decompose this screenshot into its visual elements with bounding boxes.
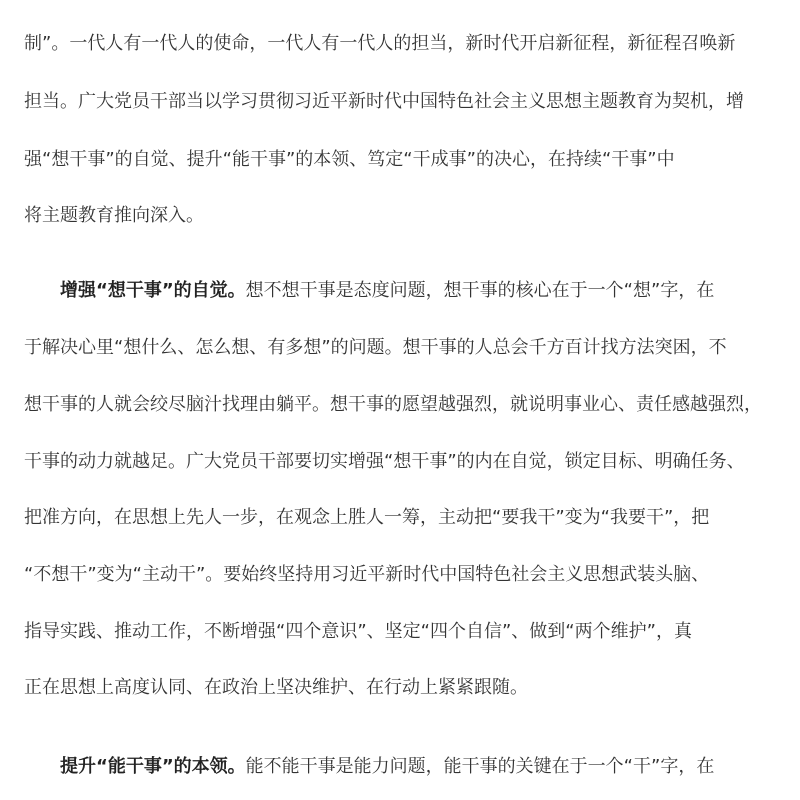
- paragraph-2-heading: 增强“想干事”的自觉。: [60, 280, 246, 301]
- paragraph-1-line-1: 制”。一代人有一代人的使命，一代人有一代人的担当，新时代开启新征程，新征程召唤新: [24, 33, 736, 54]
- paragraph-2-line-7: 指导实践、推动工作，不断增强“四个意识”、坚定“四个自信”、做到“两个维护”，真: [24, 621, 692, 642]
- paragraph-2-line-4: 干事的动力就越足。广大党员干部要切实增强“想干事”的内在自觉，锁定目标、明确任务、: [24, 451, 745, 472]
- paragraph-2-line-5: 把准方向，在思想上先人一步，在观念上胜人一筹，主动把“要我干”变为“我要干”，把: [24, 507, 710, 528]
- paragraph-1-line-3: 强“想干事”的自觉、提升“能干事”的本领、笃定“干成事”的决心，在持续“干事”中: [24, 149, 675, 170]
- paragraph-3-first-line: [60, 755, 784, 779]
- paragraph-2-line-8: 正在思想上高度认同、在政治上坚决维护、在行动上紧紧跟随。: [24, 677, 528, 698]
- paragraph-3-heading: 提升“能干事”的本领。: [60, 756, 246, 777]
- paragraph-3-first-line-text: 能不能干事是能力问题，能干事的关键在于一个“干”字，在: [245, 756, 715, 777]
- paragraph-2-first-line: [60, 279, 784, 303]
- paragraph-2-line-3: 想干事的人就会绞尽脑汁找理由躺平。想干事的愿望越强烈，就说明事业心、责任感越强烈，: [24, 394, 762, 415]
- paragraph-2-line-2: 于解决心里“想什么、怎么想、有多想”的问题。想干事的人总会千方百计找方法突困，不: [24, 337, 727, 358]
- paragraph-2-first-line-text: 想不想干事是态度问题，想干事的核心在于一个“想”字，在: [245, 280, 715, 301]
- paragraph-1-line-4: 将主题教育推向深入。: [24, 205, 204, 226]
- paragraph-2-line-6: “不想干”变为“主动干”。要始终坚持用习近平新时代中国特色社会主义思想武装头脑、: [24, 564, 710, 585]
- paragraph-1-line-2: 担当。广大党员干部当以学习贯彻习近平新时代中国特色社会主义思想主题教育为契机，增: [24, 91, 744, 112]
